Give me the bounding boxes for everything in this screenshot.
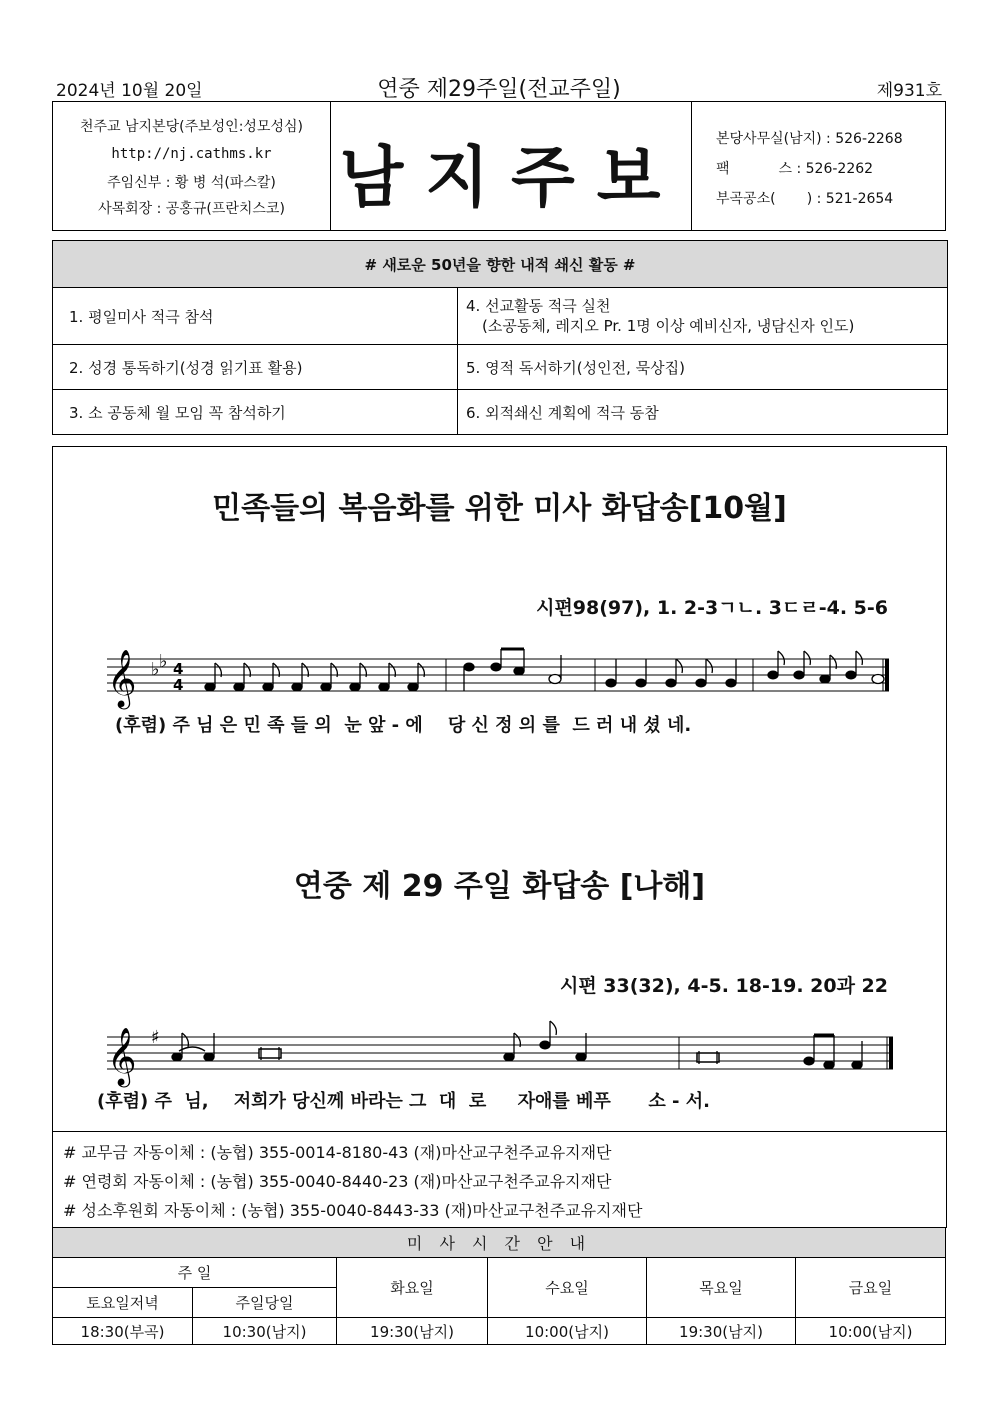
contact-fax: 팩 스 : 526-2262 xyxy=(716,161,874,177)
psalm-section xyxy=(52,446,947,1132)
parish-info xyxy=(53,102,331,230)
sunday-day-header: 주일당일 xyxy=(193,1288,337,1318)
svg-text:𝄞: 𝄞 xyxy=(107,1027,137,1085)
renewal-table xyxy=(52,240,948,435)
issue-date: 2024년 10월 20일 xyxy=(56,81,203,101)
svg-text:𝄞: 𝄞 xyxy=(107,649,137,707)
parish-name: 천주교 남지본당(주보성인:성모성심) xyxy=(80,119,303,135)
mass-time: 10:00(남지) xyxy=(796,1318,946,1345)
mass-time: 19:30(남지) xyxy=(647,1318,796,1345)
psalm-title-1: 민족들의 복음화를 위한 미사 화답송[10월] xyxy=(212,491,787,526)
psalm-lyrics-2: (후렴) 주 님, 저희가 당신께 바라는 그 대 로 자애를 베푸 소 - 서. xyxy=(97,1091,710,1112)
contact-label: 본당사무실(남지) xyxy=(716,131,822,147)
contact-info xyxy=(692,102,945,230)
logo-area xyxy=(331,102,692,230)
contact-office: 본당사무실(남지) : 526-2268 xyxy=(716,131,903,147)
svg-text:4: 4 xyxy=(173,660,184,678)
sunday-header: 주 일 xyxy=(53,1258,337,1288)
renewal-item-text: 4. 선교활동 적극 실천 xyxy=(466,297,611,315)
issue-number: 제931호 xyxy=(876,81,942,101)
account-line: # 성소후원회 자동이체 : (농협) 355-0040-8443-33 (재)마산교구천주교유지재단 xyxy=(63,1201,643,1220)
pastor: 주임신부 : 황 병 석(파스칼) xyxy=(107,175,276,191)
contact-mission: 부곡공소( ) : 521-2654 xyxy=(716,191,894,207)
contact-value: 526-2262 xyxy=(805,161,874,177)
account-line: # 연령회 자동이체 : (농협) 355-0040-8440-23 (재)마산교구천주교유지재단 xyxy=(63,1172,612,1191)
renewal-heading: # 새로운 50년을 향한 내적 쇄신 활동 # xyxy=(53,241,948,288)
renewal-item xyxy=(458,288,948,345)
parish-url[interactable]: http://nj.cathms.kr xyxy=(111,146,272,162)
renewal-item: 1. 평일미사 적극 참석 xyxy=(53,288,458,345)
bulletin-logo: 남지주보 xyxy=(339,138,683,216)
mass-time: 19:30(남지) xyxy=(337,1318,488,1345)
contact-label: 부곡공소( ) xyxy=(716,191,813,207)
top-line xyxy=(52,70,946,100)
svg-text:♭: ♭ xyxy=(151,659,160,680)
mass-heading: 미 사 시 간 안 내 xyxy=(53,1228,946,1258)
renewal-item: 6. 외적쇄신 계획에 적극 동참 xyxy=(458,390,948,435)
renewal-item-sub: (소공동체, 레지오 Pr. 1명 이상 예비신자, 냉담신자 인도) xyxy=(482,317,855,335)
psalm-title-2: 연중 제 29 주일 화답송 [나해] xyxy=(293,869,706,904)
renewal-item: 2. 성경 통독하기(성경 읽기표 활용) xyxy=(53,345,458,390)
masthead xyxy=(52,101,946,231)
psalm-ref-2: 시편 33(32), 4-5. 18-19. 20과 22 xyxy=(559,975,888,997)
mass-time: 10:00(남지) xyxy=(488,1318,647,1345)
account-line: # 교무금 자동이체 : (농협) 355-0014-8180-43 (재)마산교구천주교유지재단 xyxy=(63,1143,612,1162)
mass-time: 18:30(부곡) xyxy=(53,1318,193,1345)
thursday-header: 목요일 xyxy=(647,1258,796,1318)
svg-text:4: 4 xyxy=(173,676,184,694)
renewal-item: 3. 소 공동체 월 모임 꼭 참석하기 xyxy=(53,390,458,435)
renewal-item: 5. 영적 독서하기(성인전, 묵상집) xyxy=(458,345,948,390)
account-info xyxy=(52,1131,947,1228)
council-president: 사목회장 : 공홍규(프란치스코) xyxy=(98,201,285,217)
tuesday-header: 화요일 xyxy=(337,1258,488,1318)
friday-header: 금요일 xyxy=(796,1258,946,1318)
svg-text:♭: ♭ xyxy=(159,651,168,672)
svg-text:♯: ♯ xyxy=(151,1027,160,1048)
mass-time: 10:30(남지) xyxy=(193,1318,337,1345)
contact-value: 521-2654 xyxy=(825,191,894,207)
saturday-evening-header: 토요일저녁 xyxy=(53,1288,193,1318)
psalm-lyrics-1: (후렴) 주 님 은 민 족 들 의 눈 앞 - 에 당 신 정 의 를 드 러 내 셨 네. xyxy=(115,715,692,736)
mass-schedule xyxy=(52,1227,946,1345)
psalm-ref-1: 시편98(97), 1. 2-3ㄱㄴ. 3ㄷㄹ-4. 5-6 xyxy=(536,597,888,619)
contact-label: 팩 스 xyxy=(716,161,793,177)
liturgical-title: 연중 제29주일(전교주일) xyxy=(377,77,621,102)
wednesday-header: 수요일 xyxy=(488,1258,647,1318)
contact-value: 526-2268 xyxy=(835,131,903,147)
